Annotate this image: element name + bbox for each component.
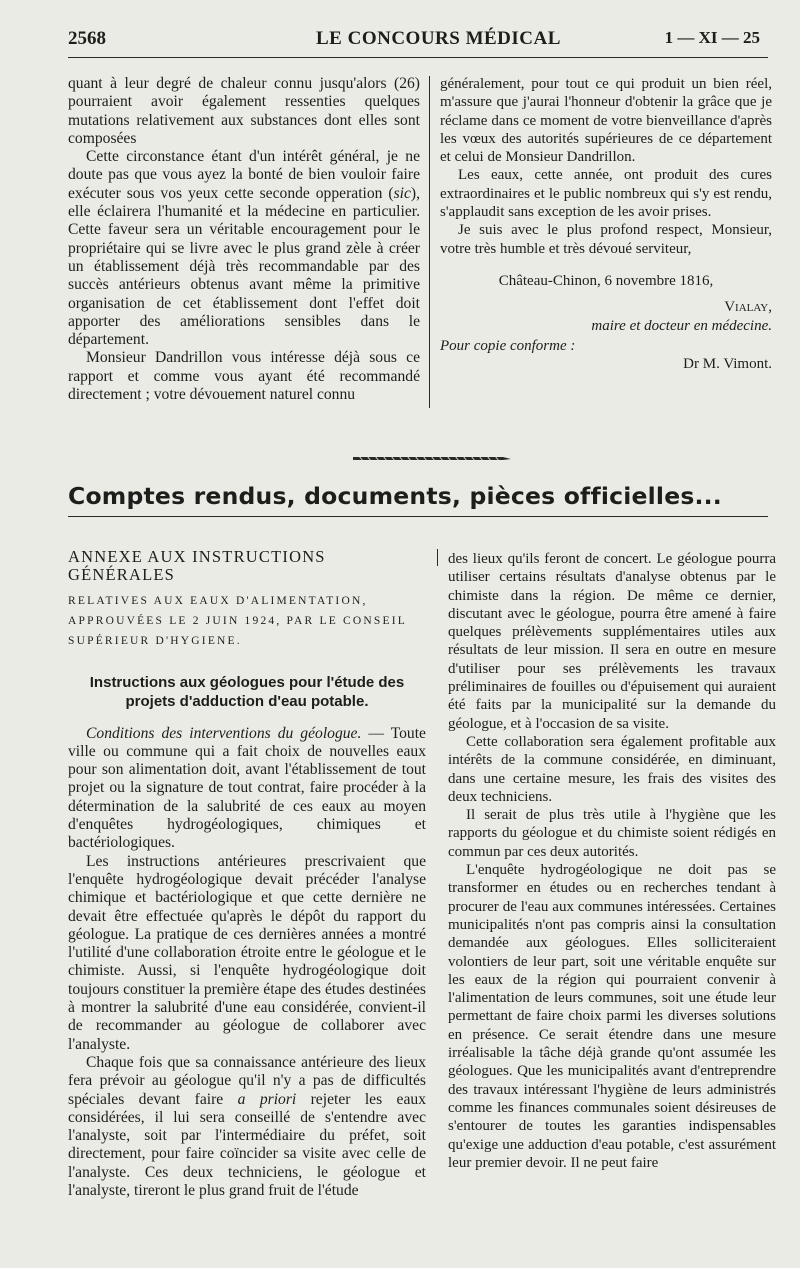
annex-paragraph: des lieux qu'ils feront de concert. Le géologue pourra utiliser certains résultats d'analyse obtenus par le chimiste dans la région. De même ce dernier, discutant avec le géologue, pourra être amené à faire quelques prélèvements supplémentaires utiles aux résultats de leur mission. Il sera en outre en mesure d'utiliser pour ses prélèvements les travaux préliminaires de fouilles ou d'épuisement qui auraient été faits par la municipalité sur la demande du géologue, et à l'occasion de sa visite.: [448, 551, 776, 732]
letter-closing: Je suis avec le plus profond respect, Monsieur, votre très humble et très dévoué serviteur,: [440, 222, 772, 257]
section-title: Comptes rendus, documents, pièces officielles...: [68, 482, 722, 510]
annex-title: ANNEXE AUX INSTRUCTIONS GÉNÉRALES: [68, 547, 326, 585]
annex-right-column: [448, 550, 776, 1172]
letter-paragraph: Les eaux, cette année, ont produit des cures extraordinaires et le public nombreux qui s'y est rendu, s'applaudit sans exception de les avoir prises.: [440, 167, 772, 221]
column-divider: [437, 549, 438, 566]
copy-label: Pour copie conforme :: [440, 337, 576, 354]
page-header: [68, 28, 760, 54]
annex-paragraph: Conditions des interventions du géologue. — Toute ville ou commune qui a fait choix de nouvelles eaux pour son alimentation doit, avant l'établissement de tout projet ou la signature de tout contrat, faire procéder à la détermination de la salubrité de ces eaux au moyen d'enquêtes hydrogéologiques, chimiques et bactériologiques.: [68, 724, 426, 852]
letter-paragraph: Cette circonstance étant d'un intérêt général, je ne doute pas que vous ayez la bonté de bien vouloir faire exécuter sous vos yeux cette seconde opperation (sic), elle éclairera l'humanité et la médecine en particulier. Cette faveur sera un véritable encouragement pour le propriétaire qui se livre avec le plus grand zèle à créer un établissement déjà très recommandable par des succès antérieurs obtenus avant même la primitive organisation de cet établissement dont l'effet doit apporter des améliorations sensibles dans le département.: [68, 148, 420, 349]
letter-left-column: [68, 75, 420, 404]
section-rule: [68, 516, 768, 517]
letter-signer-role: maire et docteur en médecine.: [591, 317, 772, 334]
letter-place-date: Château-Chinon, 6 novembre 1816,: [498, 272, 714, 289]
letter-paragraph: Monsieur Dandrillon vous intéresse déjà sous ce rapport et comme vous ayant été recommandé directement ; votre dévouement naturel connu: [68, 349, 420, 404]
letter-right-column: [440, 75, 772, 373]
annex-paragraph: Les instructions antérieures prescrivaient que l'enquête hydrogéologique devait précéder l'analyse chimique et bactériologique et que cette dernière ne devait être effectuée qu'après le dépôt du rapport du géologue. La pratique de ces dernières années a montré l'utilité d'une collaboration étroite entre le géologue et le chimiste. Aussi, si l'enquête hydrogéologique doit toujours constituer la première étape des études destinées à montrer la salubrité d'une eau considérée, convient-il de recommander au géologue de collaborer avec l'analyste.: [68, 852, 426, 1053]
letter-paragraph: généralement, pour tout ce qui produit un bien réel, m'assure que j'aurai l'honneur d'obtenir la grâce que je réclame dans ce moment de votre bienveillance d'après les vœux des autorités supérieures de ce département et celui de Monsieur Dandrillon.: [440, 76, 772, 166]
annex-paragraph: Il serait de plus très utile à l'hygiène que les rapports du géologue et du chimiste soient rédigés en commun par ces deux autorités.: [448, 807, 776, 860]
annex-paragraph: Chaque fois que sa connaissance antérieure des lieux fera prévoir au géologue qu'il n'y a pas de difficultés spéciales devant faire a priori rejeter les eaux considérées, il lui sera conseillé de s'entendre avec l'analyste, soit par l'intermédiaire du préfet, soit directement, pour faire coïncider sa visite avec celle de l'analyste. Ces deux techniciens, le géologue et l'analyste, tireront le plus grand fruit de l'étude: [68, 1053, 426, 1200]
ornament-divider: [353, 452, 511, 464]
annex-subtitle: RELATIVES AUX EAUX D'ALIMENTATION, APPROUVÉES LE 2 JUIN 1924, PAR LE CONSEIL SUPÉRIEUR D'HYGIENE.: [68, 594, 407, 647]
letter-signer: Vialay,: [724, 299, 772, 316]
page-number: 2568: [68, 28, 106, 49]
annex-left-column: [68, 548, 426, 1200]
letter-paragraph: quant à leur degré de chaleur connu jusqu'alors (26) pourraient avoir également ressenties quelques mutations relativement aux substances dont elles sont composées: [68, 75, 420, 147]
header-rule: [68, 57, 768, 58]
column-divider: [429, 76, 430, 408]
annex-paragraph: Cette collaboration sera également profitable aux intérêts de la commune considérée, en diminuant, dans une certaine mesure, les frais des visites des deux techniciens.: [448, 733, 776, 805]
copy-signer: Dr M. Vimont.: [683, 356, 772, 373]
issue-date: 1 — XI — 25: [664, 28, 760, 47]
instructions-title: Instructions aux géologues pour l'étude des projets d'adduction d'eau potable.: [89, 673, 405, 710]
journal-title: LE CONCOURS MÉDICAL: [316, 28, 561, 49]
annex-paragraph: L'enquête hydrogéologique ne doit pas se transformer en études ou en recherches tendant à procurer de l'eau aux communes intéressées. Certaines municipalités n'ont pas compris ainsi la consultation demandée aux géologues. Elles solliciteraient volontiers de leur part, soit une véritable enquête sur les eaux de la région qui pourraient convenir à l'alimentation de leurs communes, soit une étude leur permettant de faire choix parmi les diverses solutions en présence. Ce serait étendre dans une mesure irréalisable la tâche déjà grande qu'ont assumée les géologues. Que les municipalités avant d'entreprendre des travaux intéressant l'hygiène de leurs administrés comme les finances communales soient désireuses de s'entourer de toutes les garanties indispensables qu'exige une adduction d'eau potable, c'est assurément leur premier devoir. Il ne peut faire: [448, 862, 776, 1171]
